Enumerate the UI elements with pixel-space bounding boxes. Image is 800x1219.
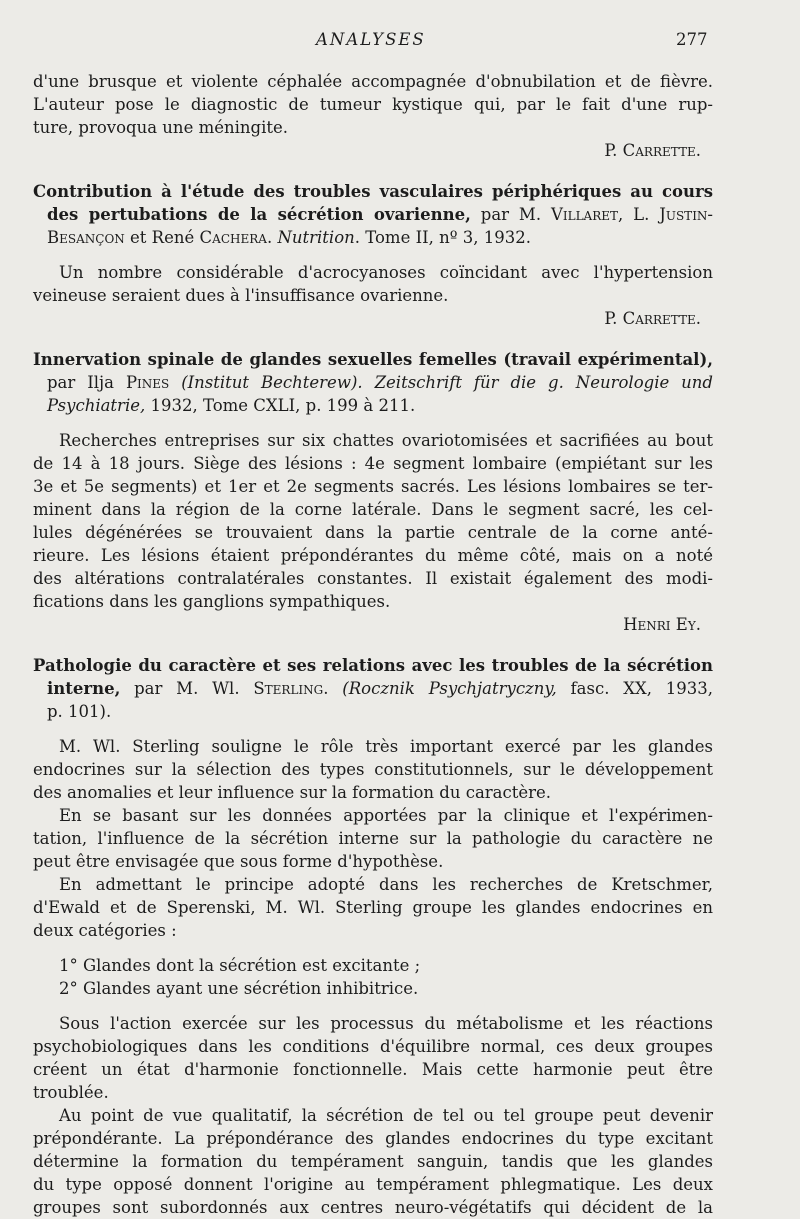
signature: P. Carrette. xyxy=(604,141,701,160)
text-line: deux catégories : xyxy=(33,921,177,940)
text-line: groupes sont subordonnés aux centres neuro-végétatifs qui décident de la xyxy=(33,1198,713,1217)
text-line: des anomalies et leur influence sur la formation du caractère. xyxy=(33,783,552,802)
review-pines xyxy=(33,348,713,636)
text-line: détermine la formation du tempérament sanguin, tandis que les glandes xyxy=(33,1152,713,1171)
text-line: Au point de vue qualitatif, la sécrétion de tel ou tel groupe peut devenir xyxy=(59,1106,713,1125)
review-title: des pertubations de la sécrétion ovarienne, par M. Villaret, L. Justin- xyxy=(47,205,714,224)
text-line: troublée. xyxy=(33,1083,109,1102)
text-line: rieure. Les lésions étaient prépondérantes du même côté, mais on a noté xyxy=(33,546,713,565)
review-title: Innervation spinale de glandes sexuelles femelles (travail expérimental), xyxy=(33,350,713,369)
article-body xyxy=(33,70,713,1219)
text-line: tation, l'influence de la sécrétion interne sur la pathologie du caractère ne xyxy=(33,829,713,848)
text-line: En se basant sur les données apportées par la clinique et l'expérimen- xyxy=(59,806,713,825)
text-line: peut être envisagée que sous forme d'hypothèse. xyxy=(33,852,444,871)
review-title: Besançon et René Cachera. Nutrition. Tome II, nº 3, 1932. xyxy=(47,228,531,247)
text-line: Un nombre considérable d'acrocyanoses coïncidant avec l'hypertension xyxy=(59,263,713,282)
text-line: psychobiologiques dans les conditions d'équilibre normal, ces deux groupes xyxy=(33,1037,713,1056)
text-line: prépondérante. La prépondérance des glandes endocrines du type excitant xyxy=(33,1129,713,1148)
review-title: Contribution à l'étude des troubles vasculaires périphériques au cours xyxy=(33,182,713,201)
text-line: des altérations contralatérales constantes. Il existait également des modi- xyxy=(33,569,713,588)
review-title: p. 101). xyxy=(47,702,112,721)
page-number: 277 xyxy=(676,30,708,49)
text-line: créent un état d'harmonie fonctionnelle. Mais cette harmonie peut être xyxy=(33,1060,713,1079)
running-header xyxy=(0,24,800,54)
review-title: Psychiatrie, 1932, Tome CXLI, p. 199 à 211. xyxy=(47,396,416,415)
signature: Henri Ey. xyxy=(623,615,701,634)
text-line: Sous l'action exercée sur les processus du métabolisme et les réactions xyxy=(59,1014,713,1033)
list-item: 2° Glandes ayant une sécrétion inhibitrice. xyxy=(59,979,419,998)
text-line: veineuse seraient dues à l'insuffisance ovarienne. xyxy=(33,286,449,305)
review-title: interne, par M. Wl. Sterling. (Rocznik Psychjatryczny, fasc. XX, 1933, xyxy=(47,679,713,698)
review-villaret xyxy=(33,180,713,330)
text-line: En admettant le principe adopté dans les recherches de Kretschmer, xyxy=(59,875,713,894)
text-line: Recherches entreprises sur six chattes ovariotomisées et sacrifiées au bout xyxy=(59,431,713,450)
list-item: 1° Glandes dont la sécrétion est excitante ; xyxy=(59,956,421,975)
running-title: ANALYSES xyxy=(316,30,426,49)
text-line: endocrines sur la sélection des types constitutionnels, sur le développement xyxy=(33,760,713,779)
text-line: L'auteur pose le diagnostic de tumeur kystique qui, par le fait d'une rup- xyxy=(33,95,713,114)
review-sterling xyxy=(33,654,713,1219)
text-line: ture, provoqua une méningite. xyxy=(33,118,288,137)
text-line: d'une brusque et violente céphalée accompagnée d'obnubilation et de fièvre. xyxy=(33,72,713,91)
review-carrette-previous xyxy=(33,70,713,162)
review-title: Pathologie du caractère et ses relations avec les troubles de la sécrétion xyxy=(33,656,713,675)
text-line: du type opposé donnent l'origine au tempérament phlegmatique. Les deux xyxy=(33,1175,713,1194)
review-title: par Ilja Pines (Institut Bechterew). Zeitschrift für die g. Neurologie und xyxy=(47,373,713,392)
text-line: d'Ewald et de Sperenski, M. Wl. Sterling groupe les glandes endocrines en xyxy=(33,898,713,917)
text-line: de 14 à 18 jours. Siège des lésions : 4e segment lombaire (empiétant sur les xyxy=(33,454,713,473)
text-line: M. Wl. Sterling souligne le rôle très important exercé par les glandes xyxy=(59,737,713,756)
text-line: lules dégénérées se trouvaient dans la partie centrale de la corne anté- xyxy=(33,523,713,542)
text-line: fications dans les ganglions sympathiques. xyxy=(33,592,391,611)
signature: P. Carrette. xyxy=(604,309,701,328)
text-line: 3e et 5e segments) et 1er et 2e segments sacrés. Les lésions lombaires se ter- xyxy=(33,477,713,496)
text-line: minent dans la région de la corne latérale. Dans le segment sacré, les cel- xyxy=(33,500,713,519)
